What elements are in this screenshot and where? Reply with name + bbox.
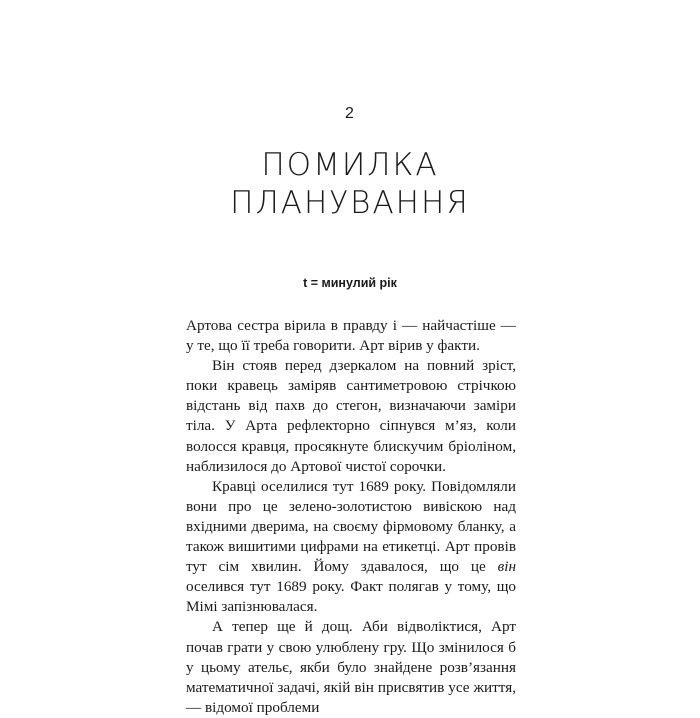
paragraph-3 <box>186 477 516 618</box>
chapter-number: 2 <box>345 105 355 122</box>
paragraph-text: Кравці оселилися тут 1689 року. Повідомляли вони про це зелено-золотистою вивіскою над вхідними дверима, на своєму фірмовому бланку, а також вишитими цифрами на етикетці. Арт провів тут сім хвилин. Йому здавалося, що це <box>186 477 516 576</box>
paragraph-1 <box>186 316 516 356</box>
body-text <box>186 316 516 718</box>
emphasized-word: він <box>497 558 516 576</box>
time-marker: t = минулий рік <box>303 276 397 290</box>
chapter-title-line-2: ПЛАНУВАННЯ <box>230 185 470 221</box>
chapter-title <box>0 146 700 222</box>
paragraph-text: Він стояв перед дзеркалом на повний зріст, поки кравець заміряв сантиметровою стрічкою відстань від пахв до стегон, визначаючи заміри тіла. У Арта рефлекторно сіпнувся м’яз, коли волосся кравця, просякнуте блискучим бріоліном, наблизилося до Артової чистої сорочки. <box>186 357 516 475</box>
paragraph-4 <box>186 617 516 717</box>
paragraph-text: А тепер ще й дощ. Аби відволіктися, Арт почав грати у свою улюблену гру. Що змінилося б у цьому ательє, якби було знайдене розв’язання математичної задачі, якій він присвятив усе життя, — відомої проблеми <box>186 618 516 716</box>
chapter-title-line-1: ПОМИЛКА <box>261 147 439 183</box>
paragraph-2 <box>186 356 516 477</box>
paragraph-text: Артова сестра вірила в правду і — найчастіше — у те, що її треба говорити. Арт вірив у факти. <box>186 317 516 355</box>
paragraph-text: оселився тут 1689 року. Факт полягав у тому, що Мімі запізнювалася. <box>186 578 516 616</box>
